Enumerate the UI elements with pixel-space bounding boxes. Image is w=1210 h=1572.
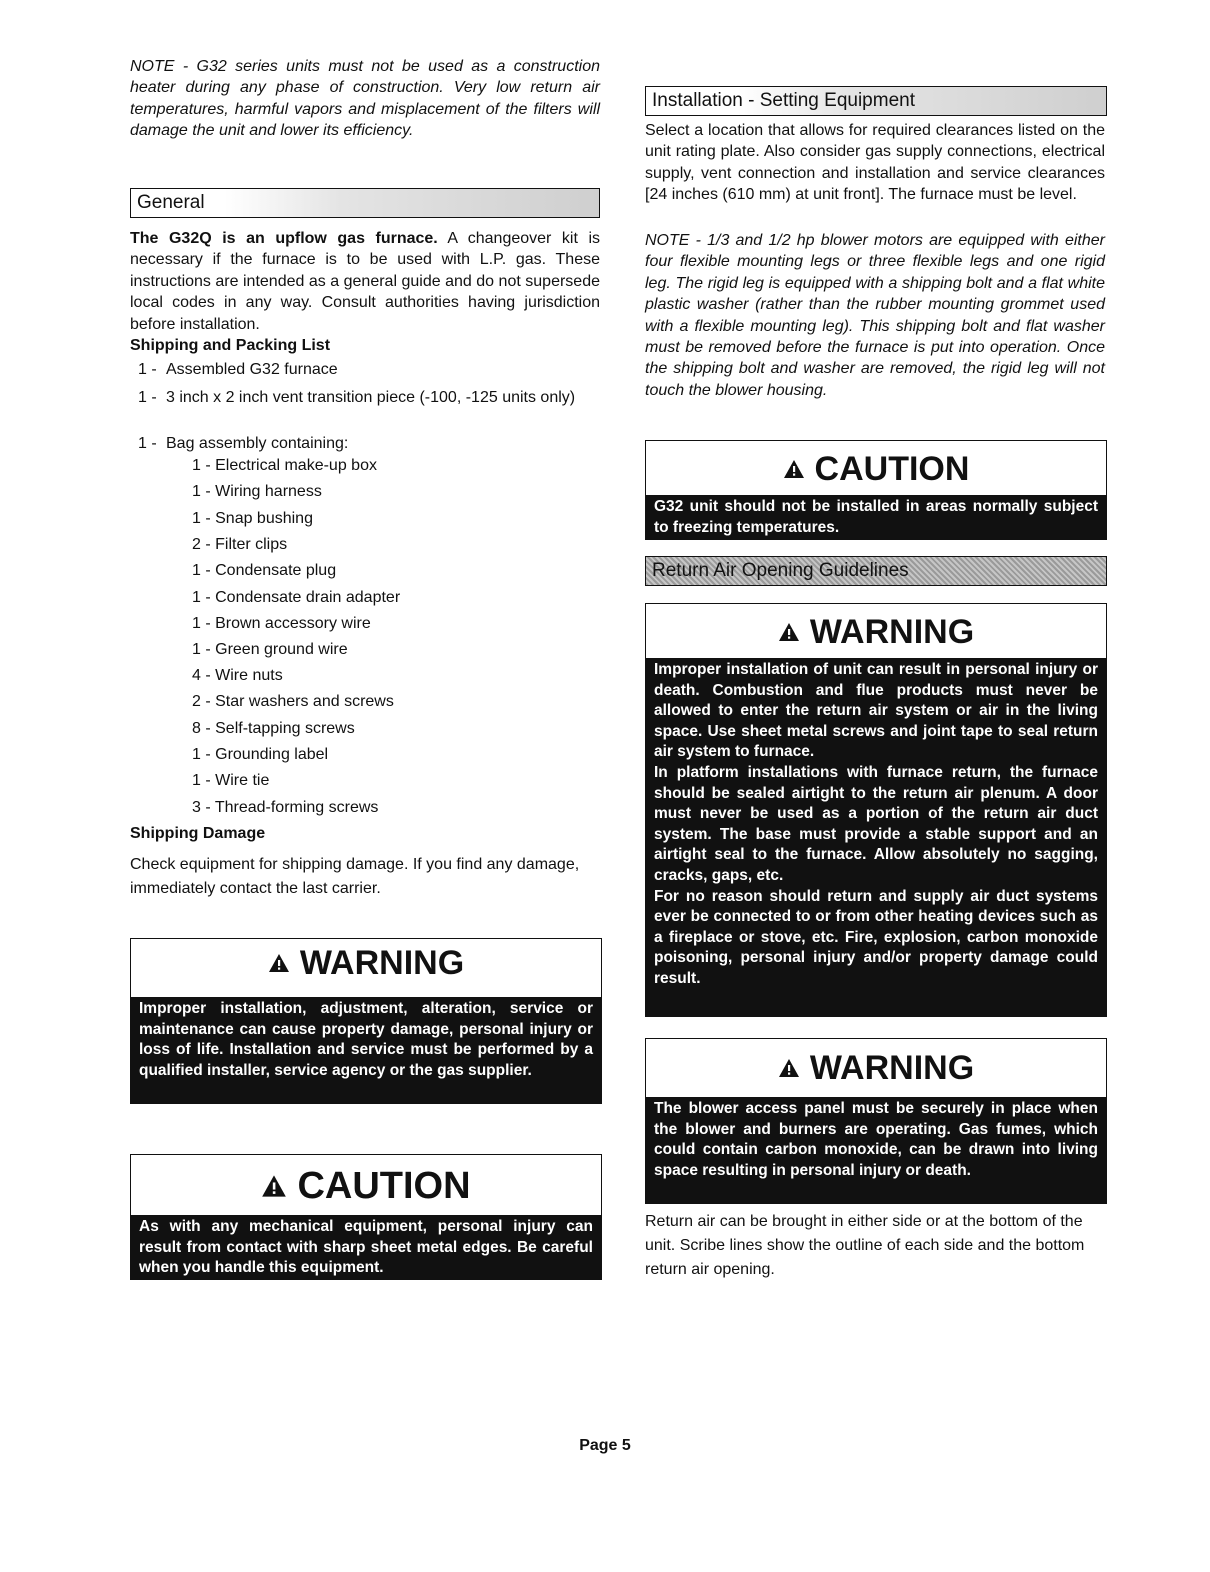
bag-item: 1 - Grounding label xyxy=(192,746,329,763)
list-item-qty: 1 - xyxy=(138,389,157,406)
list-item-qty: 1 - xyxy=(138,361,157,378)
blower-motor-note: NOTE - 1/3 and 1/2 hp blower motors are equipped with either four flexible mounting legs or three flexible legs and one rigid leg. The rigid leg is equipped with a shipping bolt and a flat white plastic washer (rather than the rubber mounting grommet used with a flexible mounting leg). This shipping bolt and flat washer must be removed before the furnace is put into operation. Once the shipping bolt and washer are removed, the rigid leg will not touch the blower housing. xyxy=(645,232,1105,399)
return-air-paragraph: Return air can be brought in either side or at the bottom of the unit. Scribe lines show the outline of each side and the bottom return air opening. xyxy=(645,1213,1085,1278)
bag-item: 3 - Thread-forming screws xyxy=(192,799,379,816)
warning-box-header xyxy=(646,604,1106,660)
bag-item: 2 - Star washers and screws xyxy=(192,693,394,710)
caution-box-sheet-metal xyxy=(130,1154,602,1280)
shipping-damage-heading: Shipping Damage xyxy=(130,825,266,842)
page-number: Page 5 xyxy=(579,1437,631,1454)
warning-title: WARNING xyxy=(809,613,975,651)
installation-paragraph: Select a location that allows for required clearances listed on the unit rating plate. Also consider gas supply connections, electrical supply, vent connection and installation and service clearances [24 inches (610 mm) at unit front]. The furnace must be level. xyxy=(645,122,1105,204)
bag-item: 1 - Brown accessory wire xyxy=(192,615,371,632)
bag-item: 1 - Electrical make-up box xyxy=(192,457,377,474)
bag-item: 1 - Wire tie xyxy=(192,772,270,789)
caution-box-header xyxy=(131,1155,601,1217)
warning-text-paragraph: For no reason should return and supply air duct systems ever be connected to or from other heating devices such as a fireplace or stove, etc. Fire, explosion, carbon monoxide poisoning, personal injury and/or property damage could result. xyxy=(654,887,1098,987)
warning-box-return-air xyxy=(645,603,1107,1017)
section-heading-return-air: Return Air Opening Guidelines xyxy=(645,556,1107,586)
general-lead: The G32Q is an upflow gas furnace. xyxy=(130,230,438,247)
bag-item: 1 - Wiring harness xyxy=(192,483,322,500)
warning-triangle-icon xyxy=(778,1058,800,1078)
warning-text-block xyxy=(646,658,1106,1016)
caution-title: CAUTION xyxy=(814,450,970,488)
warning-text-paragraph: In platform installations with furnace return, the furnace should be sealed airtight to the return air plenum. A door must never be used as a portion of the return air duct system. The base must provide a stable support and an airtight seal to the furnace. Allow absolutely no sagging, cracks, gaps, etc. xyxy=(654,763,1098,884)
bag-item: 1 - Condensate drain adapter xyxy=(192,589,401,606)
general-text: A changeover kit is necessary if the furnace is to be used with L.P. gas. These instructions are intended as a general guide and do not supersede local codes in any way. Consult authorities having jurisdiction before installation. xyxy=(130,230,601,333)
warning-text-paragraph: Improper installation of unit can result in personal injury or death. Combustion and flue products must never be allowed to enter the return air system or air in the living space. Use sheet metal screws and joint tape to seal return air system to furnace. xyxy=(654,661,1098,761)
list-item xyxy=(138,359,598,380)
shipping-damage-text: Check equipment for shipping damage. If you find any damage, immediately contact the last carrier. xyxy=(130,856,580,897)
construction-note: NOTE - G32 series units must not be used as a construction heater during any phase of construction. Very low return air temperatures, harmful vapors and misplacement of the filters will damage the unit and lower its efficiency. xyxy=(130,58,600,140)
bag-item: 1 - Snap bushing xyxy=(192,510,313,527)
caution-box-freezing xyxy=(645,440,1107,540)
bag-item: 4 - Wire nuts xyxy=(192,667,283,684)
warning-triangle-icon xyxy=(261,1174,287,1198)
bag-item: 1 - Condensate plug xyxy=(192,562,337,579)
warning-box-header xyxy=(646,1039,1106,1097)
list-item-text: Assembled G32 furnace xyxy=(166,361,338,378)
section-heading-installation: Installation - Setting Equipment xyxy=(645,86,1107,116)
section-heading-general: General xyxy=(130,188,600,218)
packing-list-heading: Shipping and Packing List xyxy=(130,337,331,354)
warning-box-installation xyxy=(130,938,602,1104)
warning-box-blower-panel xyxy=(645,1038,1107,1204)
caution-title: CAUTION xyxy=(297,1165,471,1207)
caution-text: G32 unit should not be installed in areas normally subject to freezing temperatures. xyxy=(646,495,1106,539)
caution-text: As with any mechanical equipment, personal injury can result from contact with sharp sheet metal edges. Be careful when you handle this equipment. xyxy=(131,1215,601,1279)
list-item-qty: 1 - xyxy=(138,435,157,452)
list-item-text: 3 inch x 2 inch vent transition piece (-100, -125 units only) xyxy=(166,389,576,406)
caution-box-header xyxy=(646,441,1106,497)
list-item xyxy=(138,387,578,408)
warning-triangle-icon xyxy=(268,953,290,973)
list-item xyxy=(138,433,598,454)
warning-text: Improper installation, adjustment, alteration, service or maintenance can cause property damage, personal injury or loss of life. Installation and service must be performed by a qualified installer, service agency or the gas supplier. xyxy=(131,997,601,1103)
warning-triangle-icon xyxy=(778,622,800,642)
warning-title: WARNING xyxy=(809,1049,975,1087)
bag-item: 8 - Self-tapping screws xyxy=(192,720,355,737)
warning-triangle-icon xyxy=(783,459,805,479)
bag-item: 2 - Filter clips xyxy=(192,536,288,553)
bag-item: 1 - Green ground wire xyxy=(192,641,348,658)
list-item-text: Bag assembly containing: xyxy=(166,435,349,452)
warning-title: WARNING xyxy=(299,944,465,982)
warning-box-header xyxy=(131,939,601,987)
warning-text: The blower access panel must be securely in place when the blower and burners are operating. Gas fumes, which could contain carbon monoxide, can be drawn into living space resulting in personal injury or death. xyxy=(646,1097,1106,1203)
general-paragraph xyxy=(130,228,600,335)
